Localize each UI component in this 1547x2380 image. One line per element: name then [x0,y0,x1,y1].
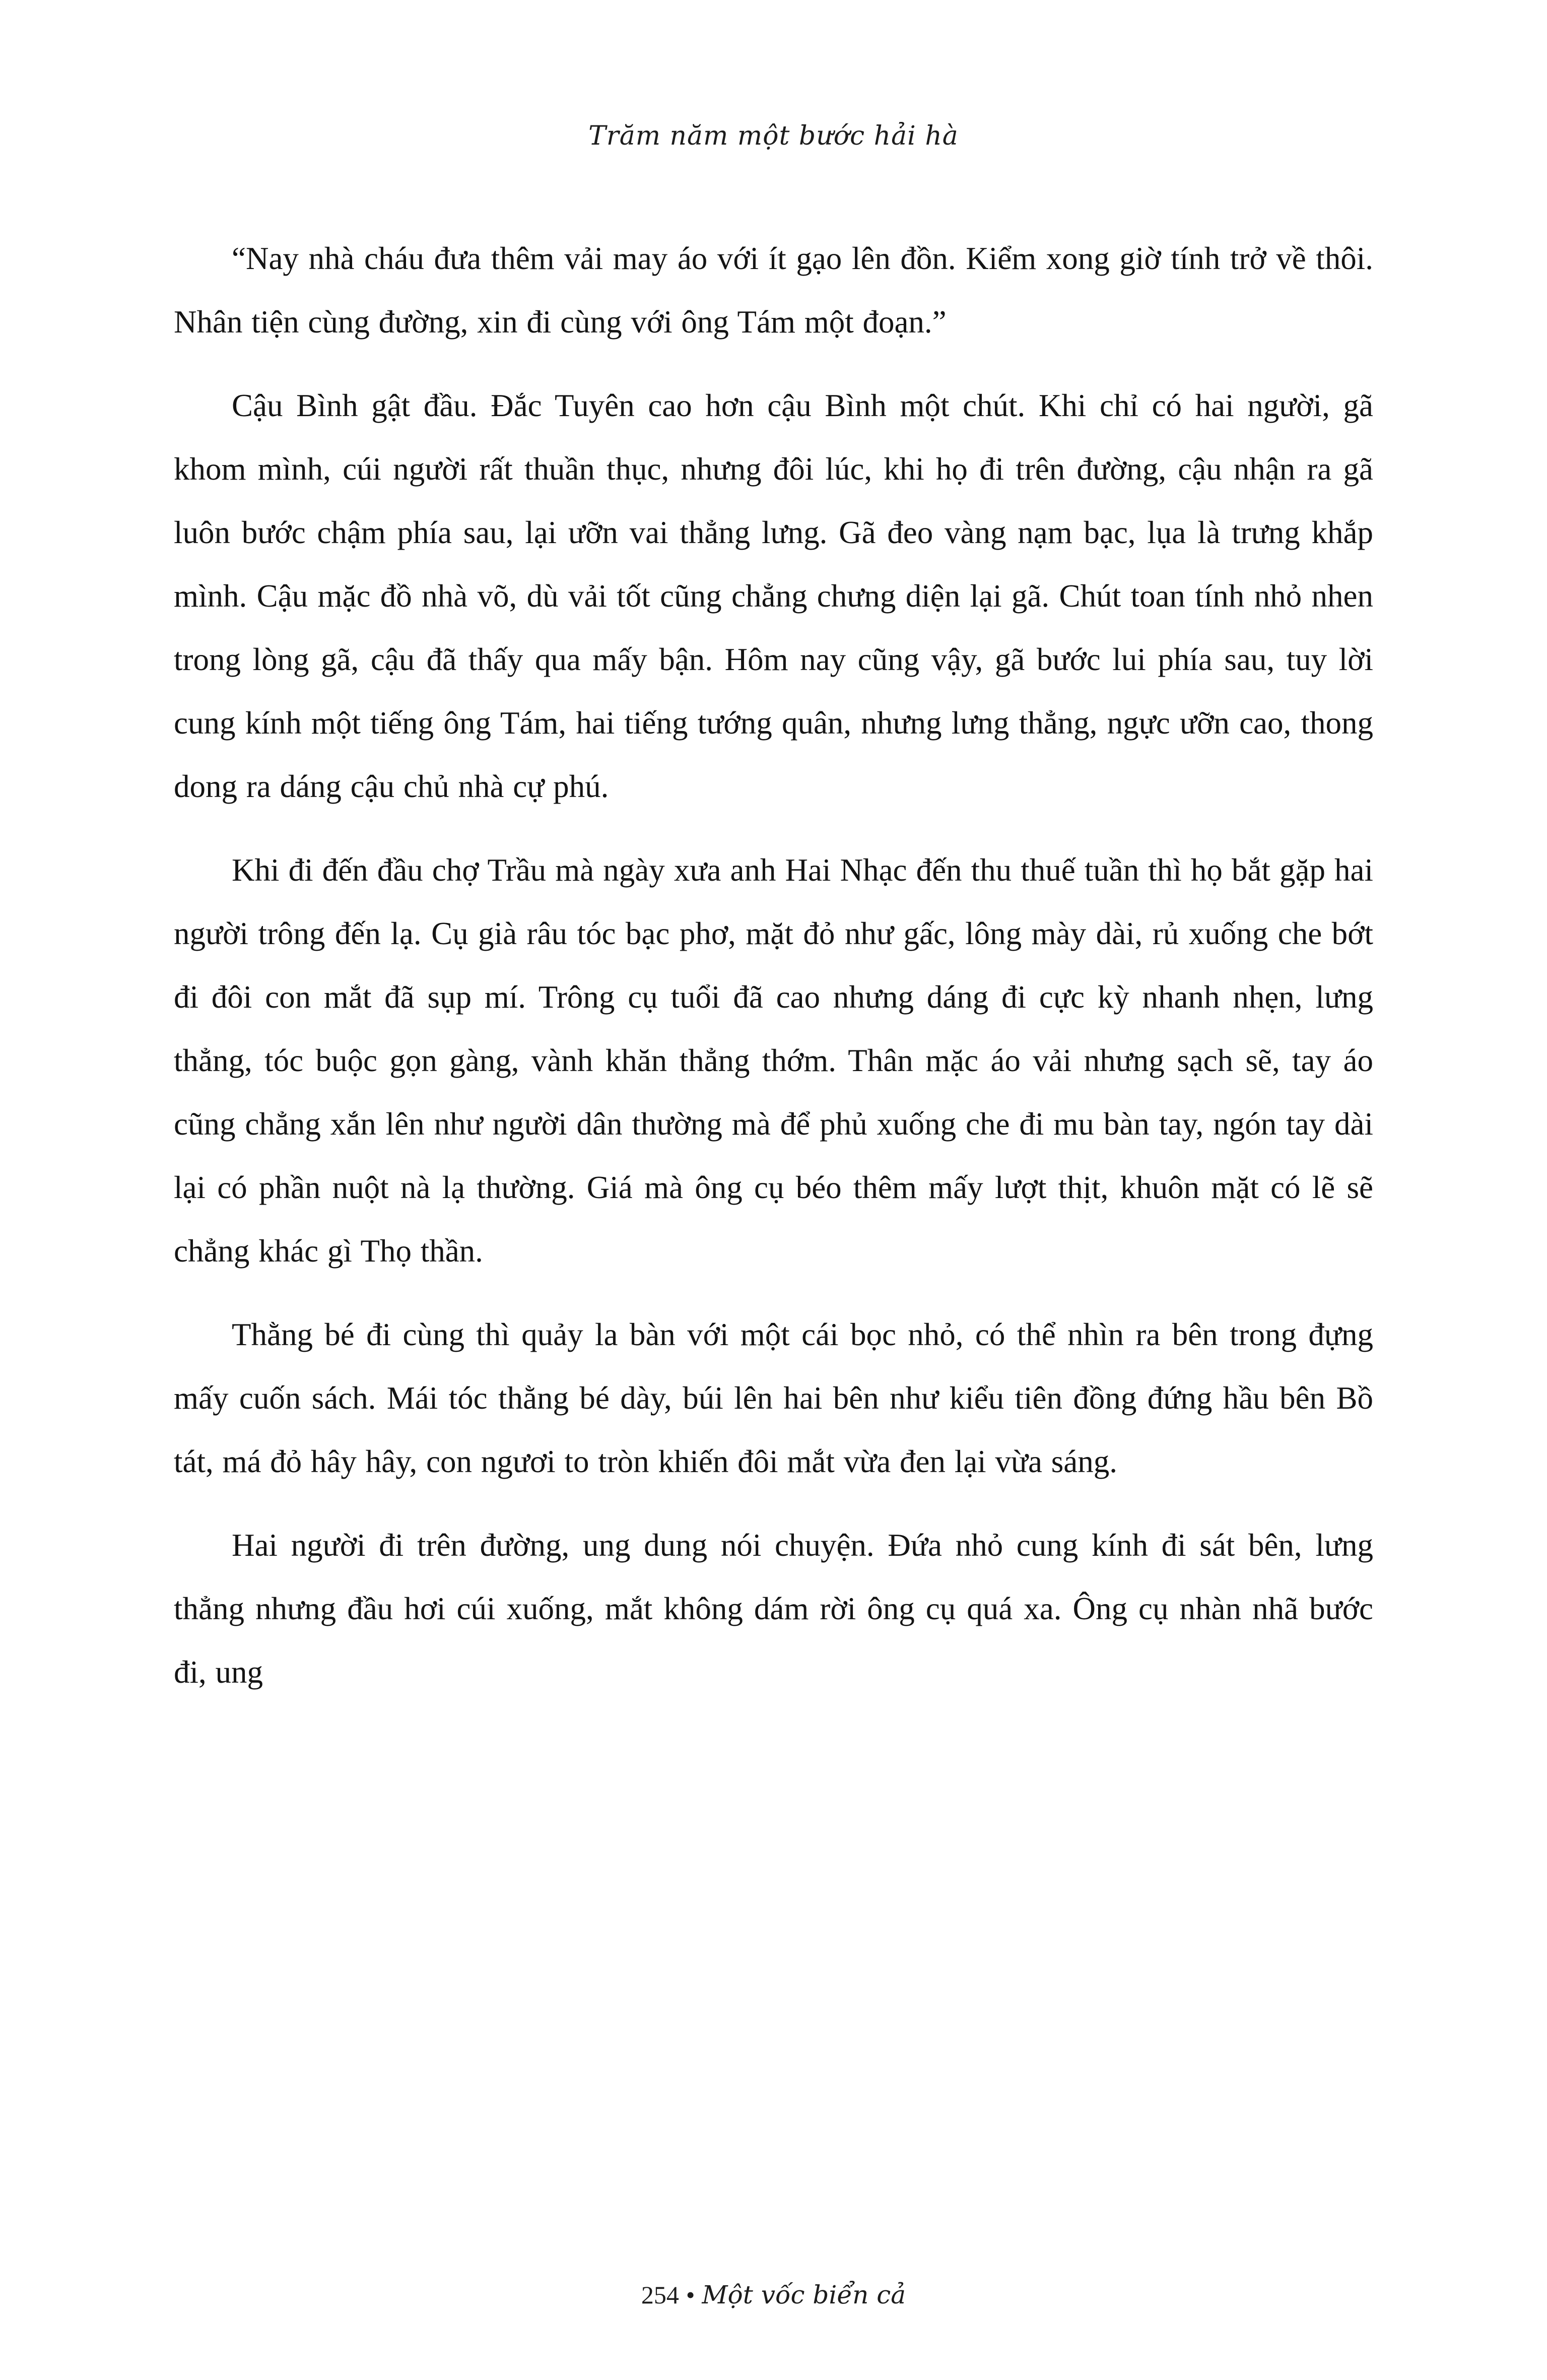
body-paragraph: Thằng bé đi cùng thì quảy la bàn với một cái bọc nhỏ, có thể nhìn ra bên trong đựng mấy cuốn sách. Mái tóc thằng bé dày, búi lên hai bên như kiểu tiên đồng đứng hầu bên Bồ tát, má đỏ hây hây, con ngươi to tròn khiến đôi mắt vừa đen lại vừa sáng. [174,1317,1373,1479]
body-paragraph: Khi đi đến đầu chợ Trầu mà ngày xưa anh Hai Nhạc đến thu thuế tuần thì họ bắt gặp hai người trông đến lạ. Cụ già râu tóc bạc phơ, mặt đỏ như gấc, lông mày dài, rủ xuống che bớt đi đôi con mắt đã sụp mí. Trông cụ tuổi đã cao nhưng dáng đi cực kỳ nhanh nhẹn, lưng thẳng, tóc buộc gọn gàng, vành khăn thẳng thớm. Thân mặc áo vải nhưng sạch sẽ, tay áo cũng chẳng xắn lên như người dân thường mà để phủ xuống che đi mu bàn tay, ngón tay dài lại có phần nuột nà lạ thường. Giá mà ông cụ béo thêm mấy lượt thịt, khuôn mặt có lẽ sẽ chẳng khác gì Thọ thần. [174,852,1373,1269]
footer-book-title: Một vốc biển cả [702,2280,906,2309]
body-paragraph: Cậu Bình gật đầu. Đắc Tuyên cao hơn cậu Bình một chút. Khi chỉ có hai người, gã khom mình, cúi người rất thuần thục, nhưng đôi lúc, khi họ đi trên đường, cậu nhận ra gã luôn bước chậm phía sau, lại ưỡn vai thẳng lưng. Gã đeo vàng nạm bạc, lụa là trưng khắp mình. Cậu mặc đồ nhà võ, dù vải tốt cũng chẳng chưng diện lại gã. Chút toan tính nhỏ nhen trong lòng gã, cậu đã thấy qua mấy bận. Hôm nay cũng vậy, gã bước lui phía sau, tuy lời cung kính một tiếng ông Tám, hai tiếng tướng quân, nhưng lưng thẳng, ngực ưỡn cao, thong dong ra dáng cậu chủ nhà cự phú. [174,388,1373,804]
body-paragraph: Hai người đi trên đường, ung dung nói chuyện. Đứa nhỏ cung kính đi sát bên, lưng thẳng nhưng đầu hơi cúi xuống, mắt không dám rời ông cụ quá xa. Ông cụ nhàn nhã bước đi, ung [174,1528,1373,1690]
page-footer [0,2280,1547,2309]
body-paragraph: “Nay nhà cháu đưa thêm vải may áo với ít gạo lên đồn. Kiểm xong giờ tính trở về thôi. Nhân tiện cùng đường, xin đi cùng với ông Tám một đoạn.” [174,241,1373,340]
body-text [174,227,1373,1704]
page-number: 254 [641,2281,679,2309]
running-header-chapter-title: Trăm năm một bước hải hà [588,121,959,151]
footer-separator: • [686,2281,695,2309]
